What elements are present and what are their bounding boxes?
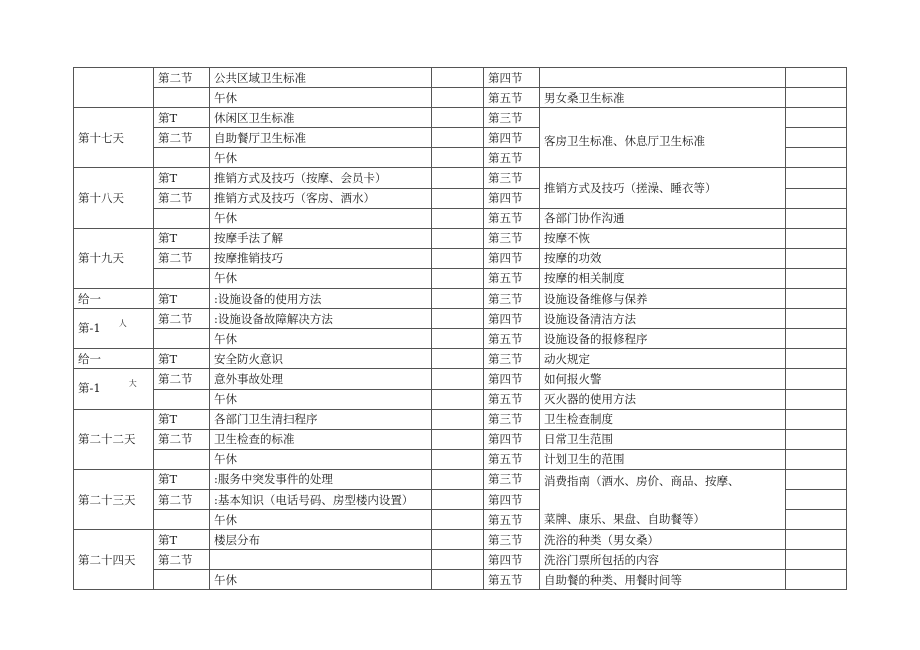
pm-topic-cell: 卫生检查制度 [540, 409, 786, 429]
am-section-cell [154, 449, 210, 469]
am-topic-cell: 午休 [210, 88, 432, 108]
am-note-cell [432, 168, 484, 188]
am-topic-cell: 午休 [210, 510, 432, 530]
day-cell [74, 309, 154, 349]
pm-note-cell [786, 168, 847, 188]
pm-note-cell [786, 349, 847, 369]
pm-note-cell [786, 289, 847, 309]
pm-topic-cell: 动火规定 [540, 349, 786, 369]
am-section-cell: 第二节 [154, 550, 210, 570]
pm-topic-cell: 按摩的相关制度 [540, 268, 786, 288]
am-note-cell [432, 550, 484, 570]
pm-note-cell [786, 248, 847, 268]
am-note-cell [432, 349, 484, 369]
am-section-cell [154, 88, 210, 108]
pm-note-cell [786, 409, 847, 429]
pm-note-cell [786, 510, 847, 530]
am-section-cell: 第T [154, 168, 210, 188]
day-cell: 第二十三天 [74, 469, 154, 529]
am-topic-cell: 午休 [210, 208, 432, 228]
pm-section-cell: 第三节 [484, 409, 540, 429]
pm-note-cell [786, 550, 847, 570]
pm-section-cell: 第三节 [484, 289, 540, 309]
am-section-cell: 第二节 [154, 188, 210, 208]
am-section-cell [154, 570, 210, 590]
pm-note-cell [786, 309, 847, 329]
day-cell: 给一 [74, 349, 154, 369]
table-row [74, 469, 847, 489]
day-cell: 第十八天 [74, 168, 154, 228]
am-topic-cell: :基本知识（电话号码、房型楼内设置） [210, 489, 432, 509]
pm-section-cell: 第五节 [484, 570, 540, 590]
am-note-cell [432, 228, 484, 248]
am-section-cell: 第T [154, 349, 210, 369]
day-cell: 给一 [74, 289, 154, 309]
table-row [74, 449, 847, 469]
am-topic-cell: :设施设备故障解决方法 [210, 309, 432, 329]
pm-section-cell: 第四节 [484, 68, 540, 88]
pm-section-cell: 第四节 [484, 489, 540, 509]
table-row [74, 329, 847, 349]
am-topic-cell: 推销方式及技巧（客房、酒水） [210, 188, 432, 208]
day-cell: 第二十四天 [74, 530, 154, 590]
am-note-cell [432, 188, 484, 208]
pm-note-cell [786, 389, 847, 409]
pm-section-cell: 第五节 [484, 208, 540, 228]
pm-section-cell: 第五节 [484, 148, 540, 168]
pm-note-cell [786, 128, 847, 148]
table-row [74, 208, 847, 228]
am-note-cell [432, 309, 484, 329]
pm-topic-cell: 灭火器的使用方法 [540, 389, 786, 409]
pm-section-cell: 第三节 [484, 530, 540, 550]
pm-topic-cell: 按摩的功效 [540, 248, 786, 268]
table-row [74, 68, 847, 88]
day-superscript: 人 [118, 318, 127, 328]
pm-topic-cell: 日常卫生范围 [540, 429, 786, 449]
table-row [74, 389, 847, 409]
am-topic-cell: 休闲区卫生标准 [210, 108, 432, 128]
am-section-cell [154, 268, 210, 288]
am-topic-cell: :设施设备的使用方法 [210, 289, 432, 309]
schedule-table [73, 67, 847, 590]
pm-topic-cell: 客房卫生标准、休息厅卫生标准 [540, 108, 786, 168]
pm-note-cell [786, 429, 847, 449]
pm-topic-cell: 设施设备清洁方法 [540, 309, 786, 329]
pm-note-cell [786, 88, 847, 108]
day-cell: 第十九天 [74, 228, 154, 288]
am-section-cell [154, 208, 210, 228]
am-topic-cell: 午休 [210, 148, 432, 168]
day-label: 第-1 [78, 381, 101, 395]
pm-section-cell: 第五节 [484, 389, 540, 409]
pm-topic-cell: 设施设备维修与保养 [540, 289, 786, 309]
am-topic-cell: 按摩推销技巧 [210, 248, 432, 268]
am-topic-cell: :服务中突发事件的处理 [210, 469, 432, 489]
am-note-cell [432, 389, 484, 409]
pm-note-cell [786, 449, 847, 469]
am-topic-cell [210, 550, 432, 570]
am-section-cell: 第二节 [154, 128, 210, 148]
am-section-cell [154, 510, 210, 530]
am-topic-cell: 楼层分布 [210, 530, 432, 550]
day-cell: 第二十二天 [74, 409, 154, 469]
pm-topic-cell: 洗浴的种类（男女桑） [540, 530, 786, 550]
pm-note-cell [786, 208, 847, 228]
table-row [74, 289, 847, 309]
pm-topic-cell: 自助餐的种类、用餐时间等 [540, 570, 786, 590]
day-label: 第-1 [78, 320, 101, 335]
table-row [74, 570, 847, 590]
am-note-cell [432, 329, 484, 349]
pm-topic-cell: 按摩不恢 [540, 228, 786, 248]
pm-topic-cell [540, 469, 786, 529]
pm-topic-cell: 计划卫生的范围 [540, 449, 786, 469]
pm-note-cell [786, 469, 847, 489]
pm-topic-cell: 洗浴门票所包括的内容 [540, 550, 786, 570]
day-cell [74, 369, 154, 409]
pm-note-cell [786, 329, 847, 349]
am-note-cell [432, 148, 484, 168]
table-row [74, 228, 847, 248]
pm-section-cell: 第三节 [484, 349, 540, 369]
table-row [74, 248, 847, 268]
am-note-cell [432, 369, 484, 389]
am-note-cell [432, 510, 484, 530]
pm-note-cell [786, 188, 847, 208]
am-note-cell [432, 469, 484, 489]
am-note-cell [432, 289, 484, 309]
am-section-cell: 第T [154, 469, 210, 489]
day-superscript: 大 [128, 379, 137, 388]
pm-section-cell: 第四节 [484, 128, 540, 148]
pm-note-cell [786, 570, 847, 590]
am-section-cell [154, 389, 210, 409]
pm-section-cell: 第三节 [484, 108, 540, 128]
pm-section-cell: 第四节 [484, 369, 540, 389]
pm-note-cell [786, 489, 847, 509]
am-note-cell [432, 449, 484, 469]
am-section-cell: 第T [154, 409, 210, 429]
am-topic-cell: 卫生检查的标准 [210, 429, 432, 449]
am-note-cell [432, 489, 484, 509]
pm-section-cell: 第五节 [484, 268, 540, 288]
am-note-cell [432, 88, 484, 108]
pm-topic-cell: 各部门协作沟通 [540, 208, 786, 228]
pm-note-cell [786, 228, 847, 248]
pm-section-cell: 第四节 [484, 309, 540, 329]
table-row [74, 530, 847, 550]
pm-topic-cell: 推销方式及技巧（搓澡、睡衣等） [540, 168, 786, 208]
pm-topic-cell: 男女桑卫生标准 [540, 88, 786, 108]
am-topic-cell: 午休 [210, 329, 432, 349]
pm-topic-cell [540, 68, 786, 88]
table-row [74, 550, 847, 570]
table-row [74, 349, 847, 369]
pm-section-cell: 第五节 [484, 510, 540, 530]
am-section-cell: 第二节 [154, 309, 210, 329]
am-section-cell [154, 329, 210, 349]
am-section-cell: 第二节 [154, 429, 210, 449]
day-cell [74, 68, 154, 108]
table-row [74, 409, 847, 429]
am-note-cell [432, 530, 484, 550]
pm-section-cell: 第四节 [484, 188, 540, 208]
am-note-cell [432, 570, 484, 590]
table-row [74, 108, 847, 128]
am-note-cell [432, 208, 484, 228]
pm-section-cell: 第四节 [484, 429, 540, 449]
am-section-cell: 第T [154, 289, 210, 309]
table-row [74, 268, 847, 288]
pm-note-cell [786, 369, 847, 389]
am-topic-cell: 午休 [210, 449, 432, 469]
am-section-cell [154, 148, 210, 168]
pm-note-cell [786, 530, 847, 550]
table-row [74, 369, 847, 389]
am-section-cell: 第二节 [154, 248, 210, 268]
pm-note-cell [786, 148, 847, 168]
am-section-cell: 第T [154, 530, 210, 550]
am-section-cell: 第二节 [154, 489, 210, 509]
pm-section-cell: 第五节 [484, 449, 540, 469]
am-topic-cell: 各部门卫生清扫程序 [210, 409, 432, 429]
pm-section-cell: 第五节 [484, 329, 540, 349]
pm-section-cell: 第三节 [484, 168, 540, 188]
am-note-cell [432, 409, 484, 429]
pm-section-cell: 第三节 [484, 469, 540, 489]
am-section-cell: 第二节 [154, 369, 210, 389]
pm-topic-line-2: 菜牌、康乐、果盘、自助餐等） [544, 511, 705, 526]
pm-note-cell [786, 268, 847, 288]
table-row [74, 88, 847, 108]
am-section-cell: 第T [154, 228, 210, 248]
pm-section-cell: 第四节 [484, 248, 540, 268]
am-note-cell [432, 128, 484, 148]
am-topic-cell: 公共区域卫生标准 [210, 68, 432, 88]
pm-note-cell [786, 68, 847, 88]
am-topic-cell: 午休 [210, 570, 432, 590]
am-topic-cell: 按摩手法了解 [210, 228, 432, 248]
am-topic-cell: 午休 [210, 389, 432, 409]
pm-section-cell: 第五节 [484, 88, 540, 108]
am-topic-cell: 午休 [210, 268, 432, 288]
am-note-cell [432, 248, 484, 268]
am-topic-cell: 自助餐厅卫生标准 [210, 128, 432, 148]
table-row [74, 429, 847, 449]
am-note-cell [432, 108, 484, 128]
table-row [74, 309, 847, 329]
am-note-cell [432, 268, 484, 288]
table-row [74, 168, 847, 188]
pm-topic-cell: 如何报火警 [540, 369, 786, 389]
am-section-cell: 第二节 [154, 68, 210, 88]
am-note-cell [432, 429, 484, 449]
am-topic-cell: 安全防火意识 [210, 349, 432, 369]
day-cell: 第十七天 [74, 108, 154, 168]
am-section-cell: 第T [154, 108, 210, 128]
am-topic-cell: 推销方式及技巧（按摩、会员卡） [210, 168, 432, 188]
pm-note-cell [786, 108, 847, 128]
pm-section-cell: 第三节 [484, 228, 540, 248]
pm-topic-line-1: 消费指南（酒水、房价、商品、按摩、 [544, 473, 740, 488]
pm-topic-cell: 设施设备的报修程序 [540, 329, 786, 349]
am-note-cell [432, 68, 484, 88]
pm-section-cell: 第四节 [484, 550, 540, 570]
am-topic-cell: 意外事故处理 [210, 369, 432, 389]
